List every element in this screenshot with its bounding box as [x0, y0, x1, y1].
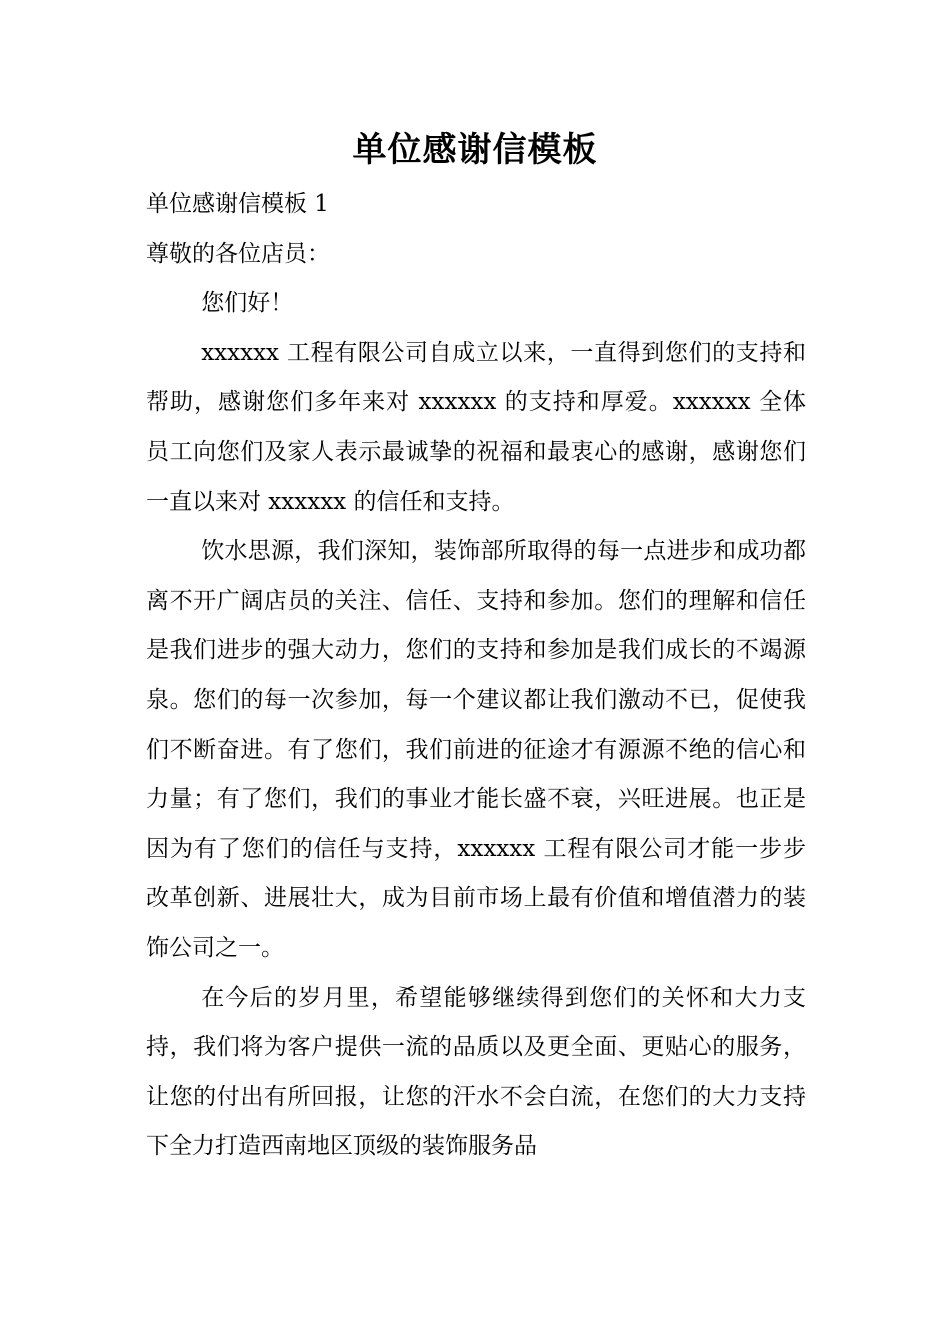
- paragraph-2: 饮水思源，我们深知，装饰部所取得的每一点进步和成功都离不开广阔店员的关注、信任、支持和参加。您们的理解和信任是我们进步的强大动力，您们的支持和参加是我们成长的不竭源泉。您们的每一次参加，每一个建议都让我们激动不已，促使我们不断奋进。有了您们，我们前进的征途才有源源不绝的信心和力量；有了您们，我们的事业才能长盛不衰，兴旺进展。也正是因为有了您们的信任与支持，xxxxxx 工程有限公司才能一步步改革创新、进展壮大，成为目前市场上最有价值和增值潜力的装饰公司之一。: [146, 538, 806, 961]
- greeting: 您们好！: [201, 290, 294, 317]
- document-title: 单位感谢信模板: [352, 130, 598, 170]
- salutation: 尊敬的各位店员：: [146, 240, 330, 267]
- document-subtitle: 单位感谢信模板 1: [146, 191, 329, 217]
- document-body: [146, 180, 806, 1172]
- paragraph-3: 在今后的岁月里，希望能够继续得到您们的关怀和大力支持，我们将为客户提供一流的品质以及更全面、更贴心的服务，让您的付出有所回报，让您的汗水不会白流，在您们的大力支持下全力打造西南地区顶级的装饰服务品: [146, 984, 806, 1160]
- paragraph-1: xxxxxx 工程有限公司自成立以来，一直得到您们的支持和帮助，感谢您们多年来对 xxxxxx 的支持和厚爱。xxxxxx 全体员工向您们及家人表示最诚挚的祝福和最衷心的感谢，感谢您们一直以来对 xxxxxx 的信任和支持。: [146, 339, 806, 515]
